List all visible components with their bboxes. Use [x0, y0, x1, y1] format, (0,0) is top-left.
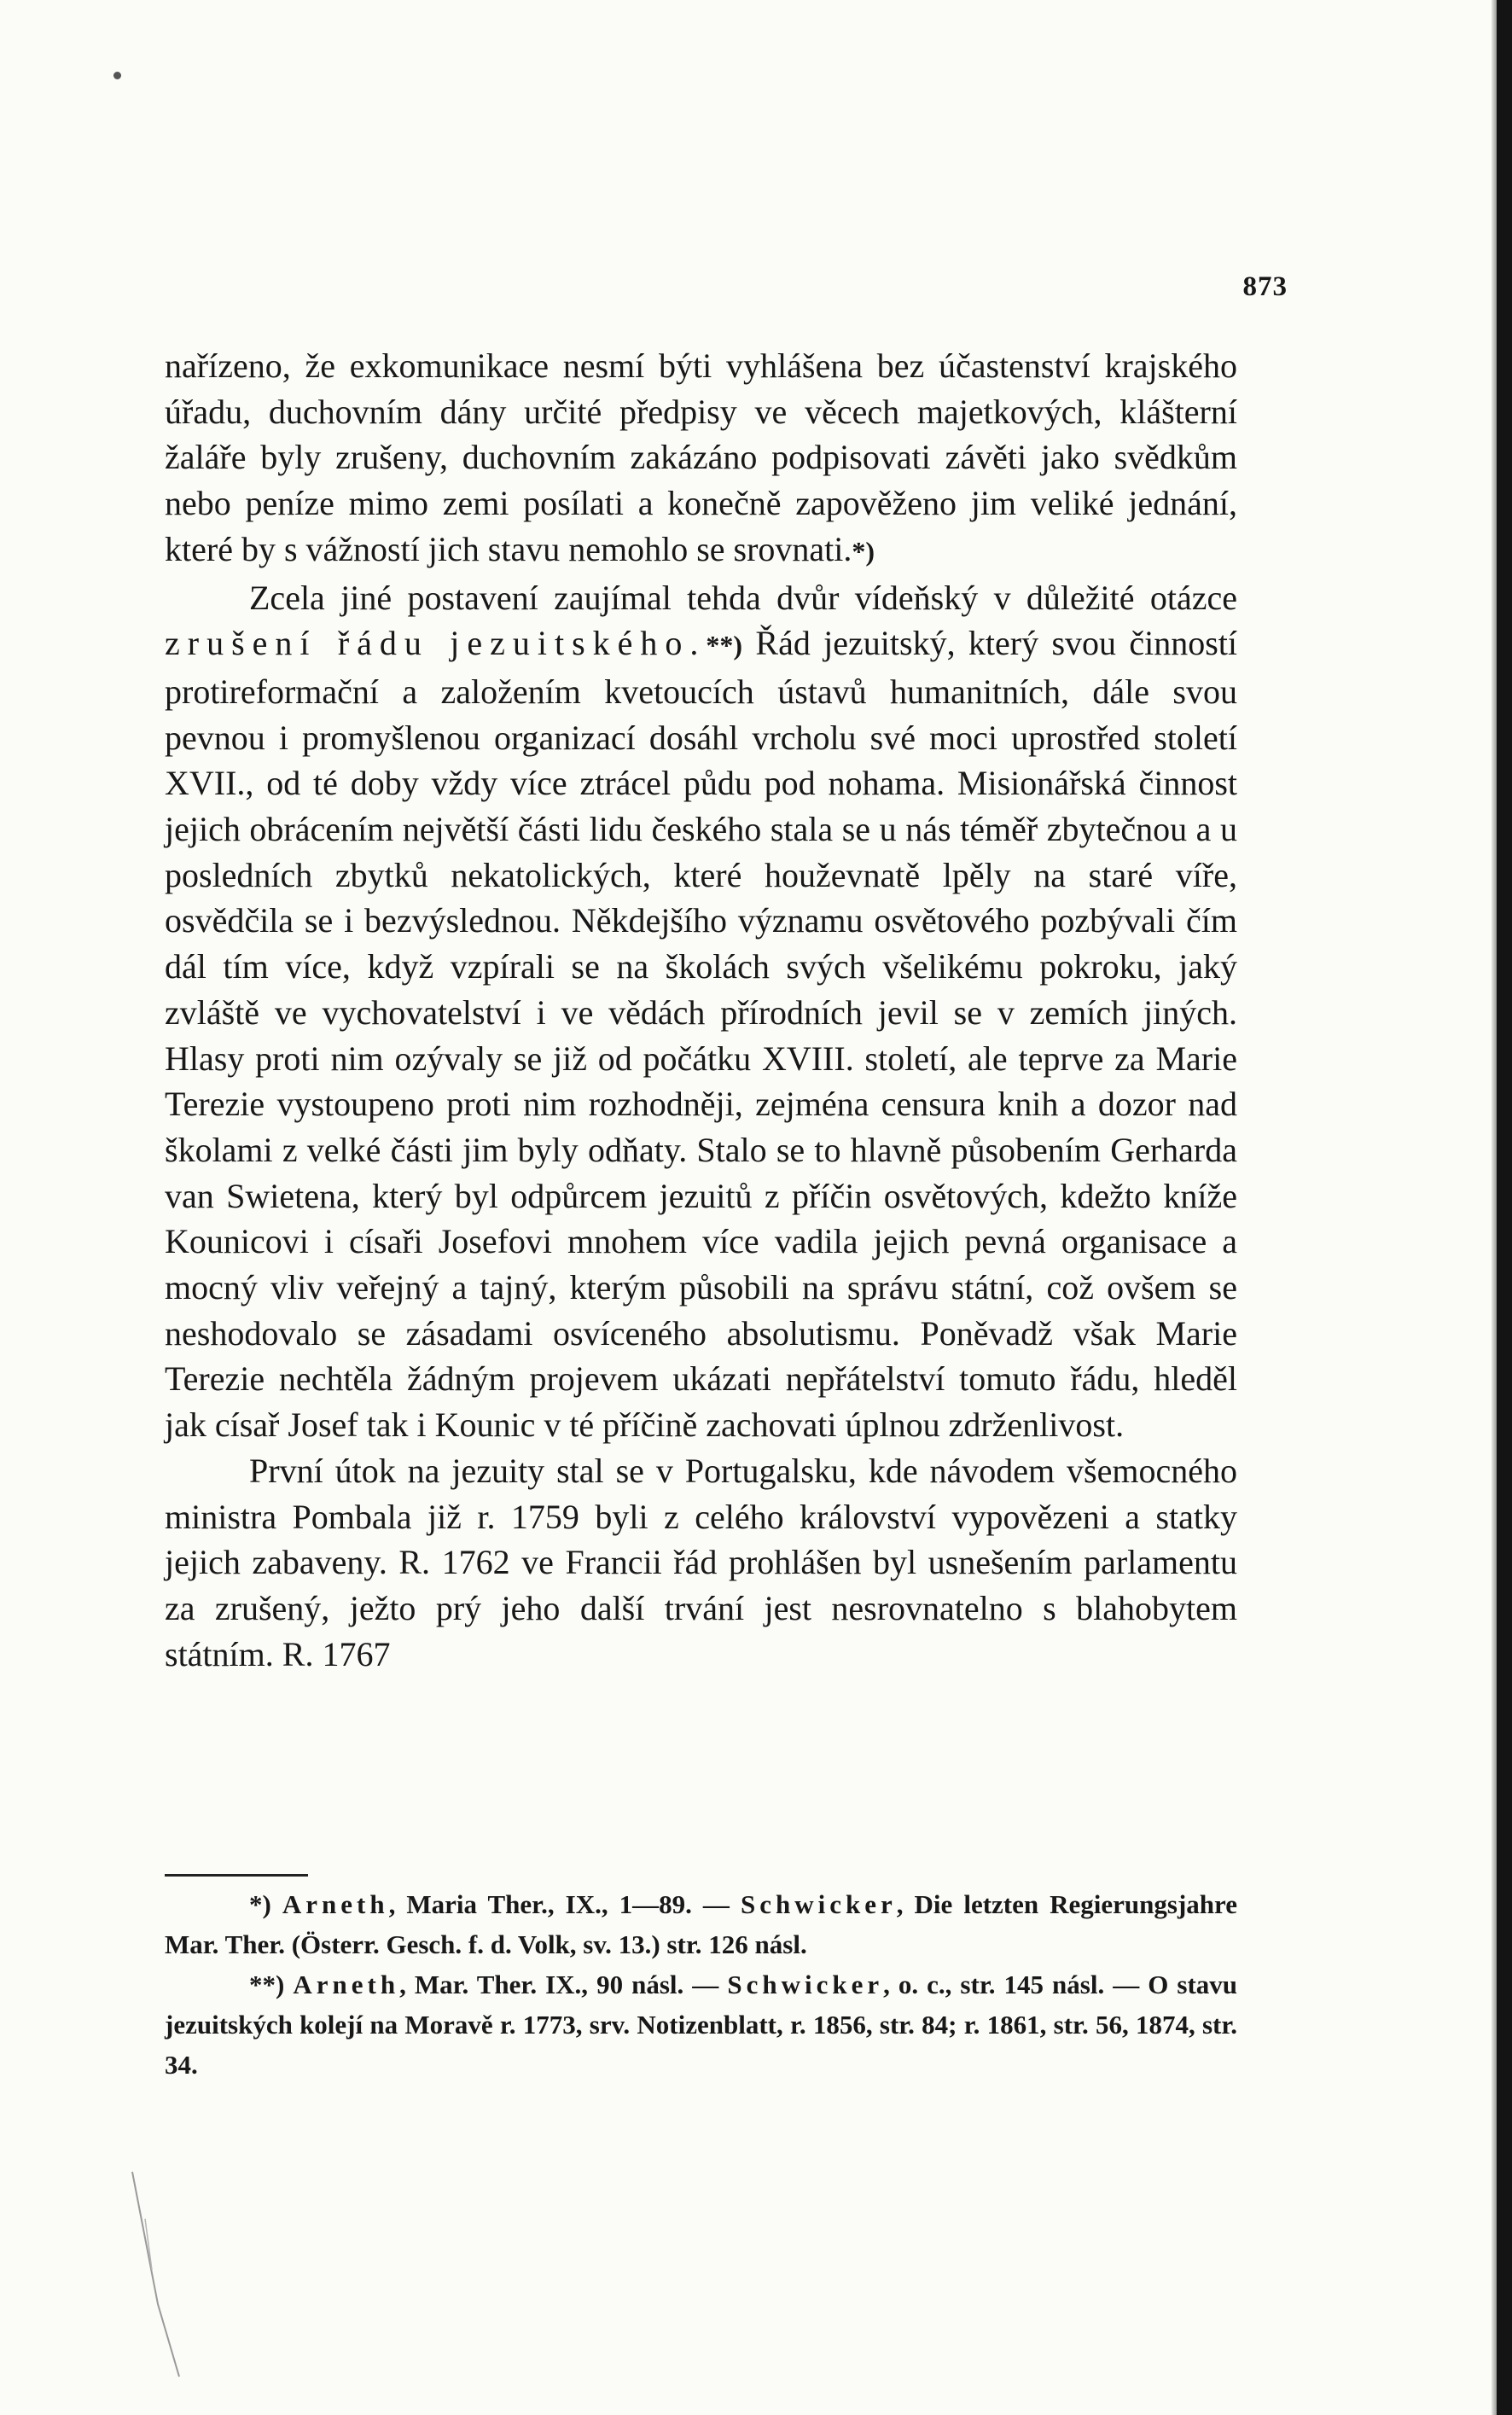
footnote-1-author-1: Arneth	[282, 1889, 389, 1919]
footnote-1-text-1: , Maria Ther., IX., 1—89. —	[388, 1889, 741, 1919]
footnote-1-author-2: Schwicker	[740, 1889, 897, 1919]
footnote-1	[165, 1884, 1237, 1964]
footnote-1-text-2: , Die letzten Regierungsjahre Mar. Ther. (Österr. Gesch. f. d. Volk, sv. 13.) str. 126 násl.	[165, 1889, 1237, 1959]
paragraph-3	[165, 1448, 1237, 1678]
paragraph-1	[165, 343, 1237, 575]
footnote-divider	[165, 1874, 308, 1877]
page-number: 873	[1242, 271, 1288, 302]
paragraph-1-text: nařízeno, že exkomunikace nesmí býti vyhlášena bez účastenství krajského úřadu, duchovním dány určité předpisy ve věcech majetkových, klášterní žaláře byly zrušeny, duchovním zakázáno podpisovati závěti jako svědkům nebo peníze mimo zemi posílati a konečně zapověženo jim veliké jednání, které by s vážností jich stavu nemohlo se srovnati.	[165, 346, 1237, 568]
scan-border	[1497, 0, 1512, 2415]
paragraph-3-text: První útok na jezuity stal se v Portugalsku, kde návodem všemocného ministra Pombala již r. 1759 byli z celého království vypovězeni a statky jejich zabaveny. R. 1762 ve Francii řád prohlášen byl usnešením parlamentu za zrušený, ježto prý jeho další trvání jest nesrovnatelno s blahobytem státním. R. 1767	[165, 1451, 1237, 1673]
emphasized-phrase: zrušení řádu jezuitského.	[165, 624, 707, 663]
footnote-2-author-1: Arneth	[293, 1970, 400, 1999]
footnote-ref-2: **)	[706, 630, 743, 661]
scan-scratch	[128, 2168, 196, 2381]
main-text	[165, 343, 1237, 1677]
paragraph-2-text-start: Zcela jiné postavení zaujímal tehda dvůr vídeňský v důležité otázce	[249, 578, 1237, 617]
footnote-ref-1: *)	[852, 535, 875, 567]
footnote-2-marker: **)	[249, 1970, 294, 1999]
scan-speck	[113, 72, 121, 79]
footnote-2-text-2: , o. c., str. 145 násl. — O stavu jezuitských kolejí na Moravě r. 1773, srv. Notizenblatt, r. 1856, str. 84; r. 1861, str. 56, 1874, str. 34.	[165, 1970, 1238, 2080]
footnote-2	[165, 1964, 1237, 2085]
footnote-2-text-1: , Mar. Ther. IX., 90 násl. —	[399, 1970, 728, 1999]
footnote-2-author-2: Schwicker	[727, 1970, 884, 1999]
paragraph-2	[165, 575, 1237, 1448]
footnotes	[165, 1884, 1237, 2085]
paragraph-2-text-rest: Řád jezuitský, který svou činností protireformační a založením kvetoucích ústavů humanitních, dále svou pevnou i promyšlenou organizací dosáhl vrcholu své moci uprostřed století XVII., od té doby vždy více ztrácel půdu pod nohama. Misionářská činnost jejich obrácením největší části lidu českého stala se u nás téměř zbytečnou a u posledních zbytků nekatolických, které houževnatě lpěly na staré víře, osvědčila se i bezvýslednou. Někdejšího významu osvětového pozbývali čím dál tím více, když vzpírali se na školách svých všelikému pokroku, jaký zvláště ve vychovatelství i ve vědách přírodních jevil se v zemích jiných. Hlasy proti nim ozývaly se již od počátku XVIII. století, ale teprve za Marie Terezie vystoupeno proti nim rozhodněji, zejména censura knih a dozor nad školami z velké části jim byly odňaty. Stalo se to hlavně působením Gerharda van Swietena, který byl odpůrcem jezuitů z příčin osvětových, kdežto kníže Kounicovi i císaři Josefovi mnohem více vadila jejich pevná organisace a mocný vliv veřejný a tajný, kterým působili na správu státní, což ovšem se neshodovalo se zásadami osvíceného absolutismu. Poněvadž však Marie Terezie nechtěla žádným projevem ukázati nepřátelství tomuto řádu, hleděl jak císař Josef tak i Kounic v té příčině zachovati úplnou zdrženlivost.	[165, 624, 1238, 1445]
footnote-1-marker: *)	[249, 1889, 282, 1919]
